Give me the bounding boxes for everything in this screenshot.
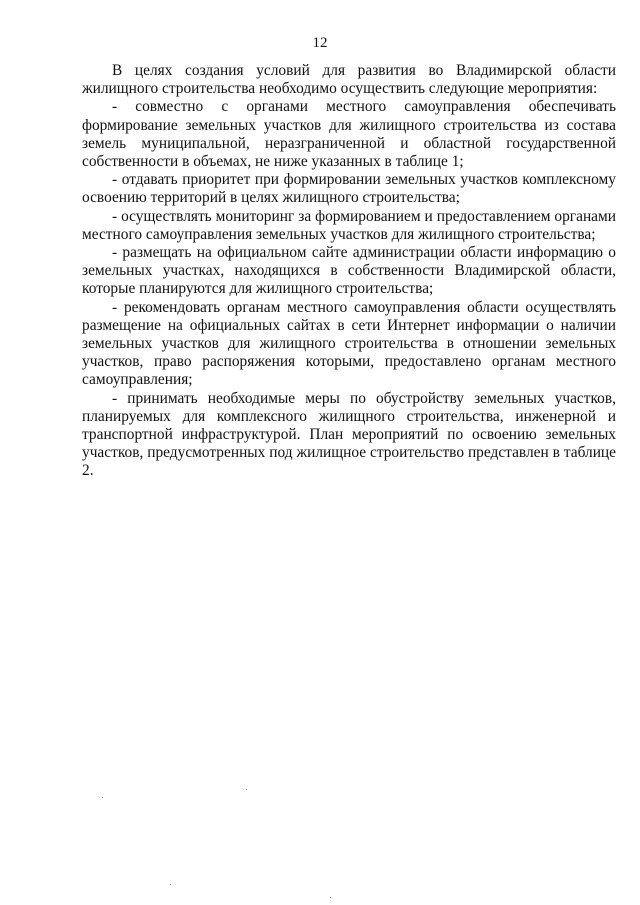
page-number: 12	[312, 35, 328, 51]
measure-item: - размещать на официальном сайте администрации области информацию о земельных участках, находящихся в собственности Владимирской области, которые планируются для жилищного строительства;	[82, 244, 616, 298]
scan-speck	[170, 884, 171, 885]
scan-speck	[246, 789, 247, 790]
intro-paragraph: В целях создания условий для развития во Владимирской области жилищного строительства необходимо осуществить следующие мероприятия:	[82, 62, 616, 98]
measure-item: - принимать необходимые меры по обустройству земельных участков, планируемых для комплексного жилищного строительства, инженерной и транспортной инфраструктурой. План мероприятий по освоению земельных участков, предусмотренных под жилищное строительство представлен в таблице 2.	[82, 389, 616, 480]
scan-speck	[330, 897, 331, 898]
scan-speck	[102, 797, 103, 798]
measure-item: - отдавать приоритет при формировании земельных участков комплексному освоению территорий в целях жилищного строительства;	[82, 171, 616, 207]
document-body	[82, 62, 616, 481]
measure-item: - рекомендовать органам местного самоуправления области осуществлять размещение на официальных сайтах в сети Интернет информации о наличии земельных участков для жилищного строительства в отношении земельных участков, право распоряжения которыми, предоставлено органам местного самоуправления;	[82, 298, 616, 389]
measure-item: - осуществлять мониторинг за формированием и предоставлением органами местного самоуправления земельных участков для жилищного строительства;	[82, 207, 616, 243]
measure-item: - совместно с органами местного самоуправления обеспечивать формирование земельных участков для жилищного строительства из состава земель муниципальной, неразграниченной и областной государственной собственности в объемах, не ниже указанных в таблице 1;	[82, 98, 616, 171]
